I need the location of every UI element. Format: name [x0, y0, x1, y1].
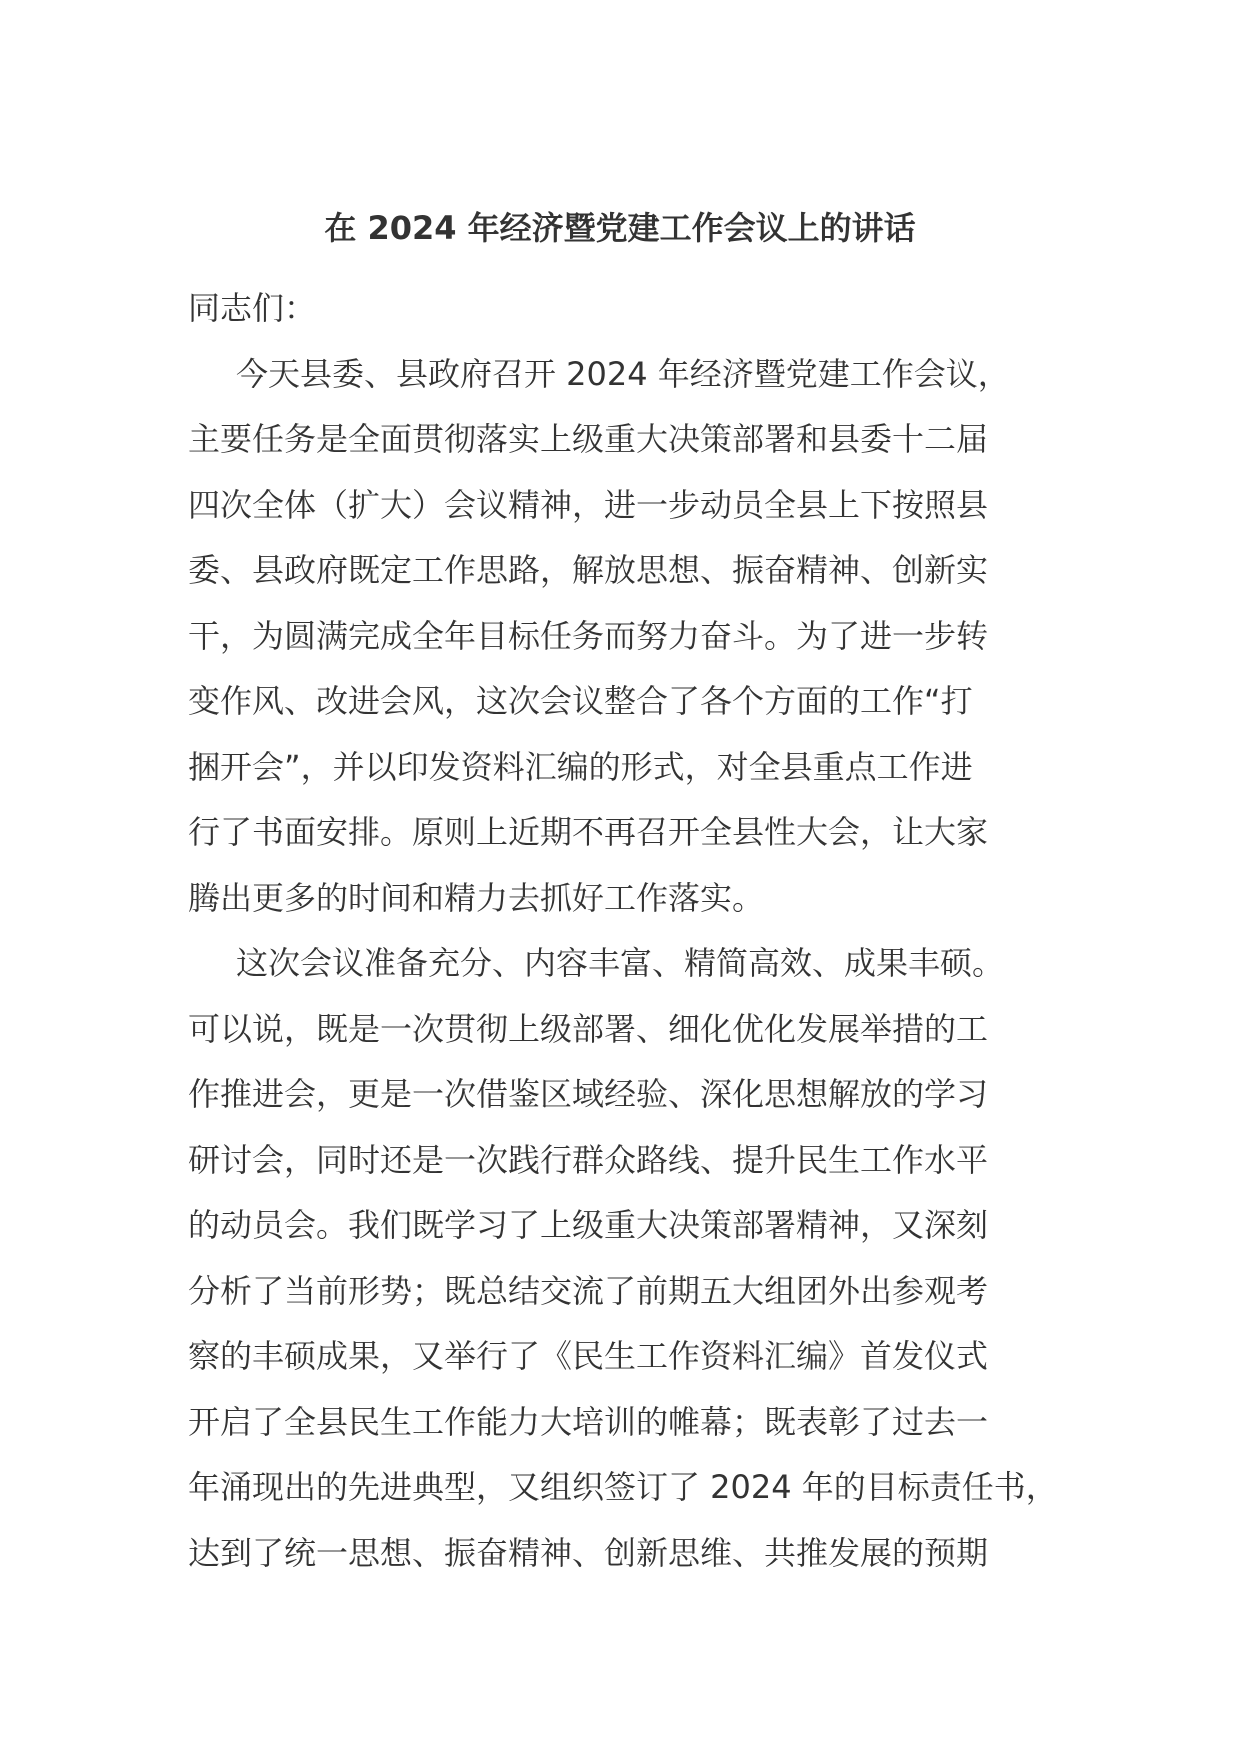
paragraph-line: 行了书面安排。原则上近期不再召开全县性大会，让大家 [188, 813, 989, 851]
paragraph-line: 变作风、改进会风，这次会议整合了各个方面的工作“打 [188, 682, 973, 720]
document-title: 在 2024 年经济暨党建工作会议上的讲话 [324, 209, 916, 247]
paragraph-line: 腾出更多的时间和精力去抓好工作落实。 [188, 878, 765, 917]
paragraph-line: 可以说，既是一次贯彻上级部署、细化优化发展举措的工 [188, 1009, 989, 1048]
paragraph-line: 年涌现出的先进典型，又组织签订了 2024 年的目标责任书， [188, 1468, 1058, 1506]
paragraph-line: 四次全体（扩大）会议精神，进一步动员全县上下按照县 [188, 485, 989, 524]
salutation: 同志们： [188, 289, 317, 327]
document-body [188, 284, 1188, 1594]
paragraph-line: 这次会议准备充分、内容丰富、精简高效、成果丰硕。 [236, 944, 1005, 982]
paragraph-line: 达到了统一思想、振奋精神、创新思维、共推发展的预期 [188, 1533, 989, 1572]
paragraph-line: 的动员会。我们既学习了上级重大决策部署精神，又深刻 [188, 1206, 989, 1244]
paragraph-line: 开启了全县民生工作能力大培训的帷幕；既表彰了过去一 [188, 1402, 989, 1441]
paragraph-line: 察的丰硕成果，又举行了《民生工作资料汇编》首发仪式 [188, 1337, 989, 1375]
paragraph-1 [188, 350, 1188, 940]
paragraph-line: 主要任务是全面贯彻落实上级重大决策部署和县委十二届 [188, 420, 989, 458]
paragraph-line: 研讨会，同时还是一次践行群众路线、提升民生工作水平 [188, 1140, 989, 1179]
paragraph-line: 作推进会，更是一次借鉴区域经验、深化思想解放的学习 [188, 1075, 989, 1113]
paragraph-line: 委、县政府既定工作思路，解放思想、振奋精神、创新实 [188, 551, 989, 589]
paragraph-line: 捆开会”，并以印发资料汇编的形式，对全县重点工作进 [188, 747, 973, 786]
paragraph-2 [188, 939, 1188, 1594]
paragraph-line: 今天县委、县政府召开 2024 年经济暨党建工作会议， [236, 354, 1010, 393]
paragraph-line: 干，为圆满完成全年目标任务而努力奋斗。为了进一步转 [188, 616, 989, 655]
paragraph-line: 分析了当前形势；既总结交流了前期五大组团外出参观考 [188, 1271, 989, 1310]
